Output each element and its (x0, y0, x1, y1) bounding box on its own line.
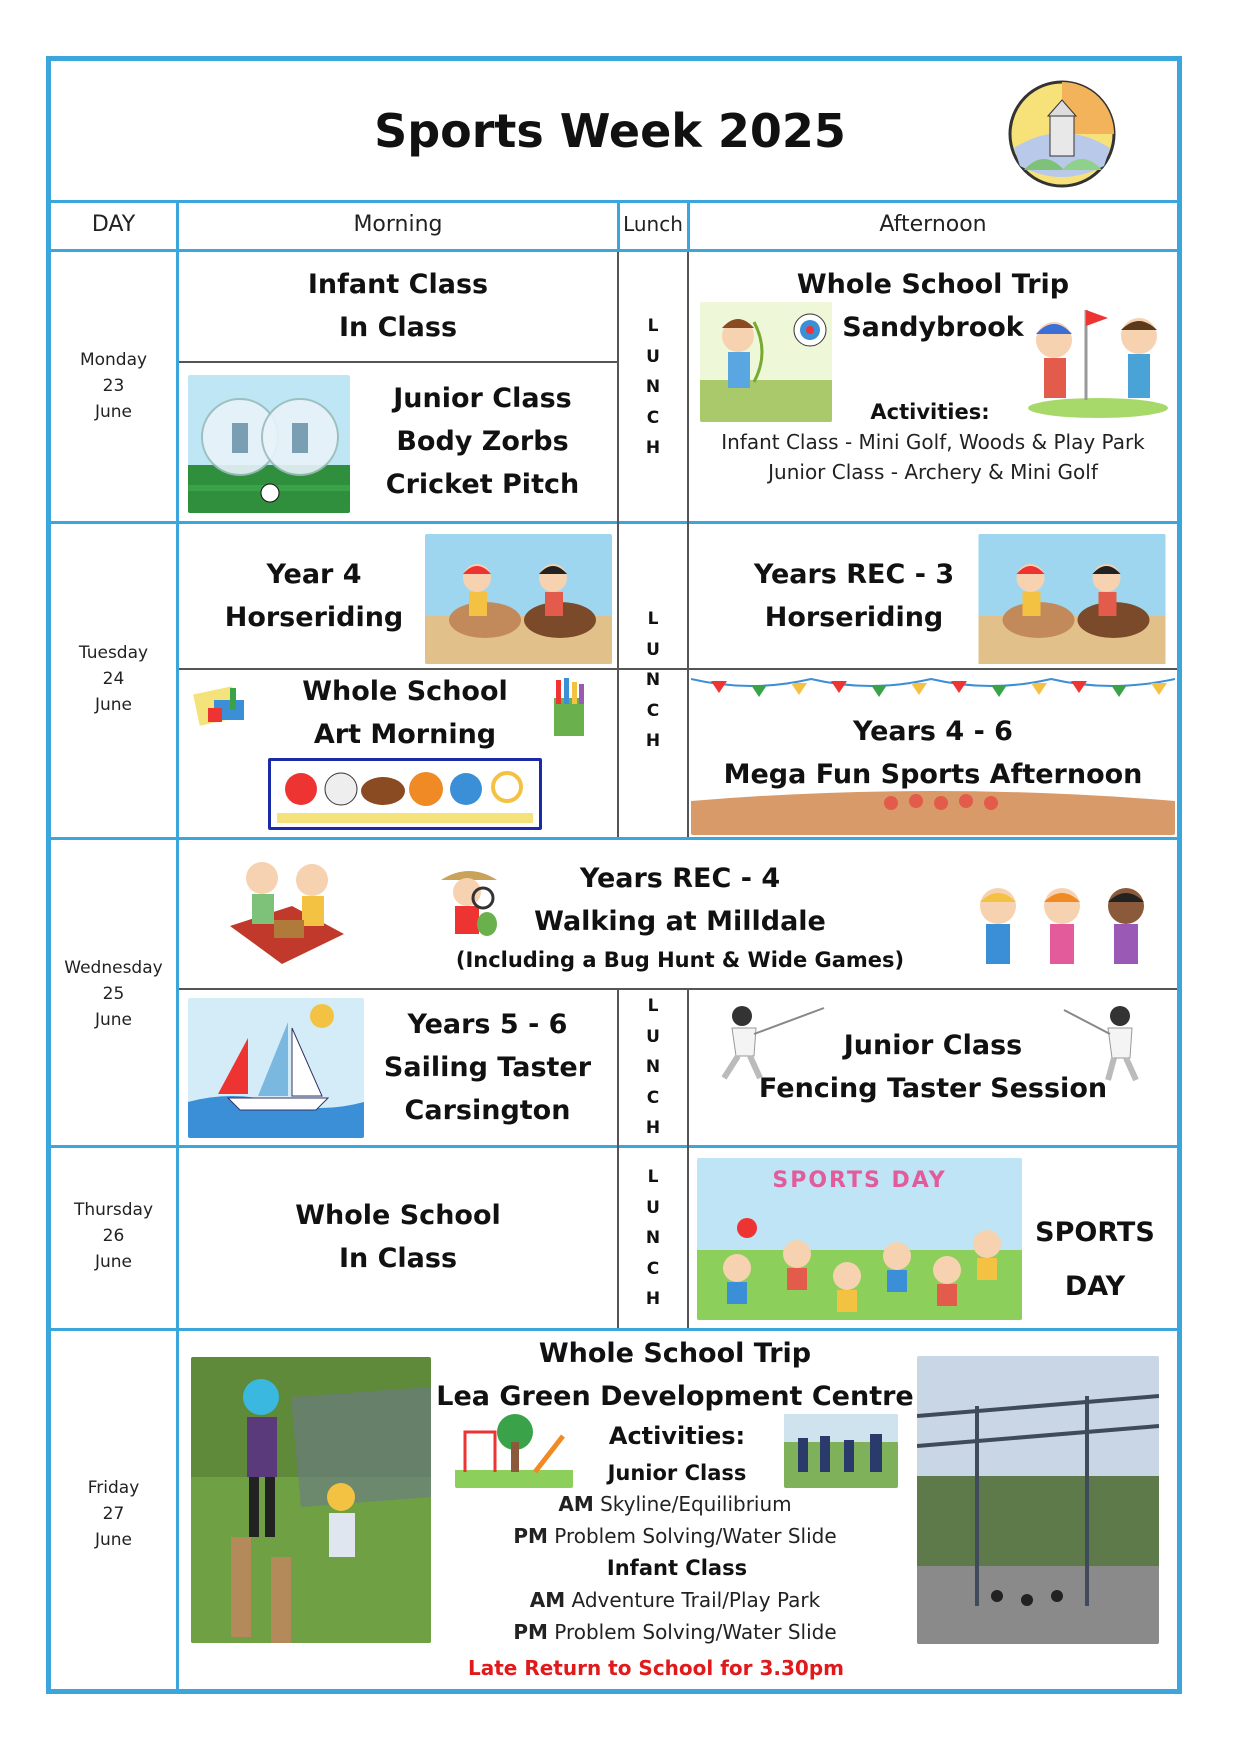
wednesday-activity: Years REC - 4 Walking at Milldale (534, 863, 826, 937)
friday-junior-pm: PM Problem Solving/Water Slide (513, 1524, 837, 1548)
sailing-image (188, 998, 364, 1138)
lunch-column-monday: L U N C H (645, 316, 661, 458)
divider (51, 837, 1177, 840)
playground-icon (455, 1412, 573, 1488)
divider (179, 988, 1177, 990)
lunch-column-thursday: L U N C H (645, 1167, 661, 1309)
horseriding-image (425, 534, 612, 664)
column-header-lunch: Lunch (623, 212, 683, 236)
friday-infant-pm: PM Problem Solving/Water Slide (513, 1620, 837, 1644)
day-label-wednesday: Wednesday 25 June (64, 958, 163, 1030)
tuesday-afternoon-2: Years 4 - 6 Mega Fun Sports Afternoon (723, 716, 1143, 790)
divider (176, 200, 179, 1689)
monday-morning-1: Infant Class In Class (307, 269, 489, 343)
picnic-image (222, 856, 352, 968)
body-zorbs-image (188, 375, 350, 513)
day-label-tuesday: Tuesday 24 June (78, 643, 149, 715)
friday-activities-label: Activities: (608, 1422, 746, 1450)
friday-junior-am: AM Skyline/Equilibrium (558, 1492, 792, 1516)
friday-junior-label: Junior Class (607, 1461, 747, 1485)
friday-infant-label: Infant Class (606, 1556, 748, 1580)
climbing-photo (191, 1357, 431, 1643)
thursday-morning: Whole School In Class (295, 1200, 501, 1274)
late-return-note: Late Return to School for 3.30pm (468, 1656, 844, 1680)
lunch-column-wednesday: L U N C H (645, 996, 661, 1138)
column-header-morning: Morning (353, 212, 443, 237)
mini-golf-image (1024, 300, 1172, 418)
divider (51, 1328, 1177, 1331)
divider (51, 200, 1177, 203)
skyline-ropes-photo (917, 1356, 1159, 1644)
thursday-afternoon: SPORTS DAY (1035, 1217, 1155, 1302)
walking-children-image (964, 880, 1160, 984)
monday-afternoon-title: Whole School Trip Sandybrook (796, 269, 1070, 343)
art-pencils-icon (544, 676, 594, 738)
sports-equipment-banner (268, 758, 542, 830)
monday-activities-label: Activities: (870, 400, 990, 424)
monday-activities-infant: Infant Class - Mini Golf, Woods & Play Park (721, 430, 1145, 454)
art-supplies-icon (190, 680, 256, 732)
tuesday-afternoon-1: Years REC - 3 Horseriding (753, 559, 955, 633)
divider (51, 249, 1177, 252)
day-label-monday: Monday 23 June (79, 350, 148, 422)
horseriding-image (978, 534, 1166, 664)
column-header-afternoon: Afternoon (879, 212, 987, 237)
archery-image (700, 302, 832, 422)
friday-infant-am: AM Adventure Trail/Play Park (529, 1588, 821, 1612)
divider (179, 361, 617, 363)
wednesday-morning-2: Years 5 - 6 Sailing Taster Carsington (383, 1009, 592, 1126)
monday-activities-junior: Junior Class - Archery & Mini Golf (768, 460, 1098, 484)
school-logo-icon (1004, 78, 1120, 190)
column-header-day: DAY (91, 212, 136, 237)
page-title: Sports Week 2025 (374, 104, 846, 158)
group-walk-photo (784, 1414, 898, 1488)
divider (51, 1145, 1177, 1148)
friday-title: Whole School Trip Lea Green Development Centre (436, 1338, 914, 1412)
tuesday-morning-2: Whole School Art Morning (302, 676, 508, 750)
day-label-thursday: Thursday 26 June (73, 1200, 154, 1272)
divider (51, 521, 1177, 524)
wednesday-activity-note: (Including a Bug Hunt & Wide Games) (455, 948, 905, 972)
tuesday-morning-1: Year 4 Horseriding (224, 559, 404, 633)
monday-morning-2: Junior Class Body Zorbs Cricket Pitch (385, 383, 580, 500)
wednesday-afternoon: Junior Class Fencing Taster Session (758, 1030, 1108, 1104)
lunch-column-tuesday: L U N C H (645, 609, 661, 751)
day-label-friday: Friday 27 June (87, 1478, 140, 1550)
sports-day-banner: SPORTS DAY (772, 1168, 947, 1193)
